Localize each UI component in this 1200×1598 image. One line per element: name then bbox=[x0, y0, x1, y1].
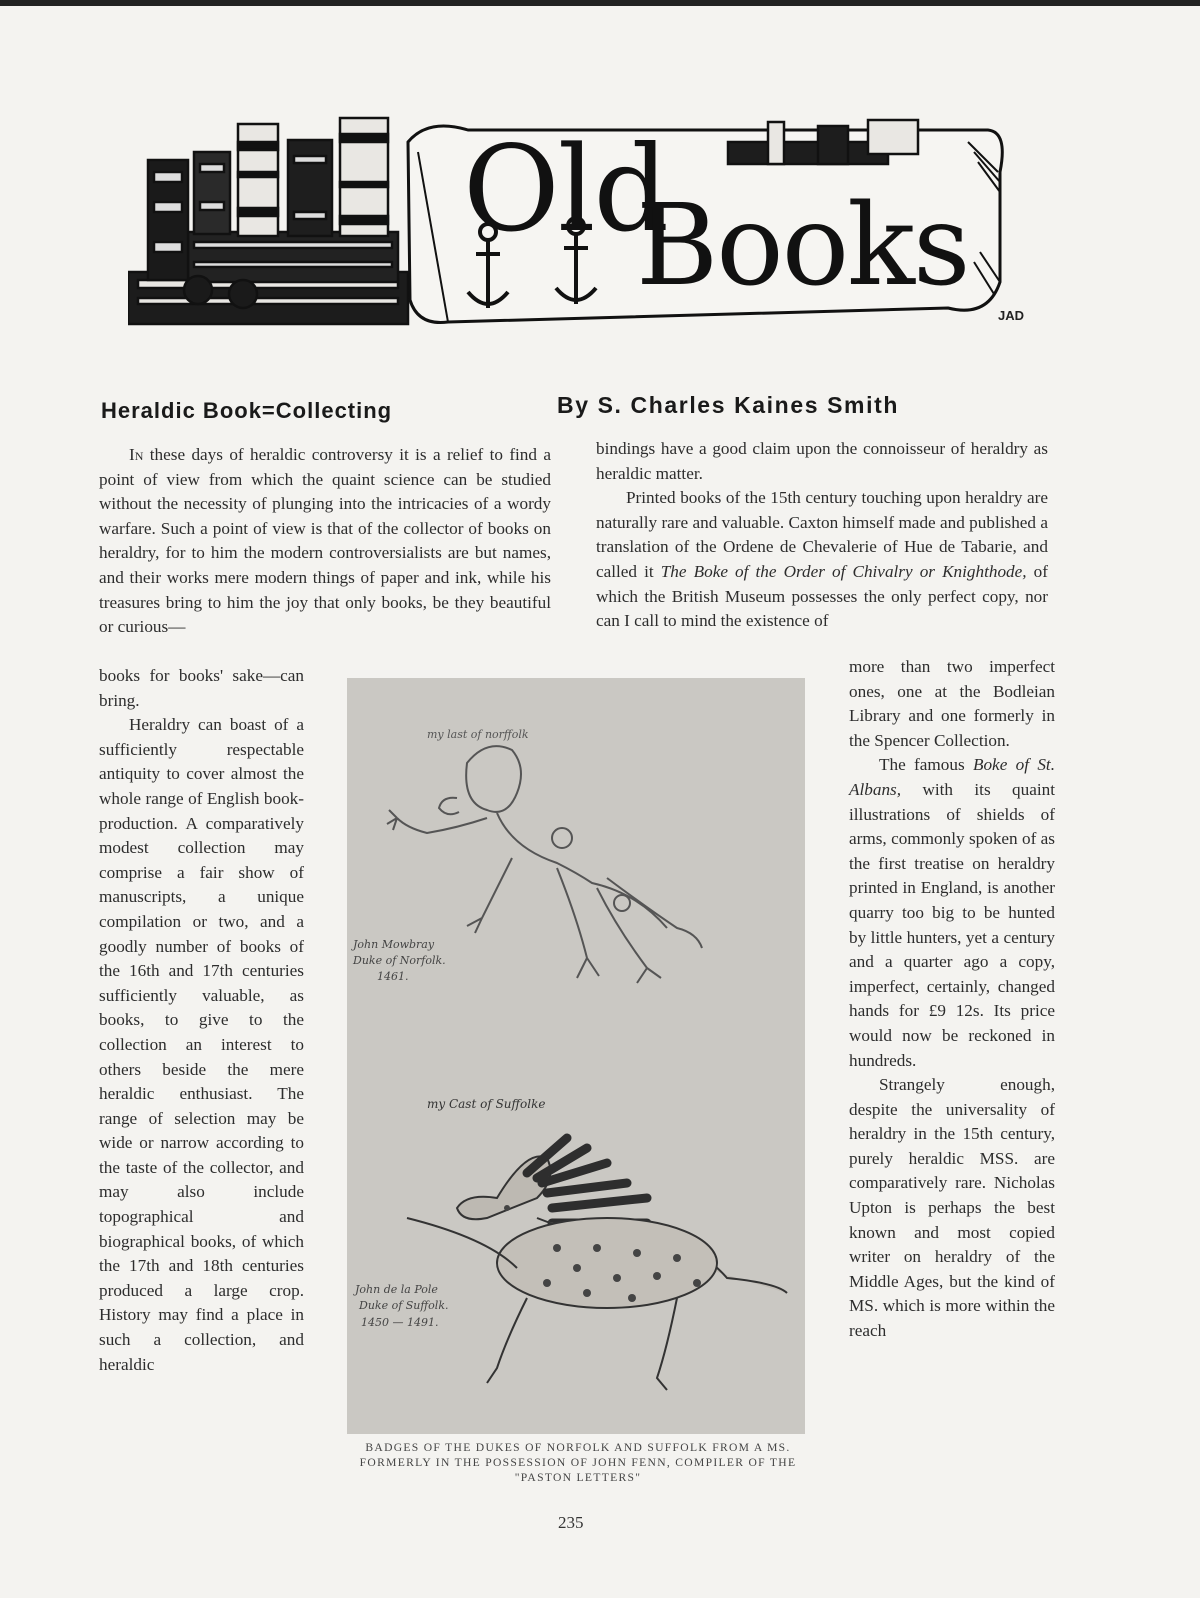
inscription-suffolk: my Cast of Suffolke bbox=[427, 1097, 546, 1111]
label-norfolk-line2: Duke of Norfolk. bbox=[353, 954, 446, 967]
badges-plate bbox=[347, 678, 805, 1434]
label-suffolk-line2: Duke of Suffolk. bbox=[359, 1299, 449, 1312]
paragraph-printed-books bbox=[596, 486, 1048, 634]
label-norfolk-line1: John Mowbray bbox=[353, 938, 435, 951]
top-rule bbox=[0, 0, 1200, 6]
column-right-top bbox=[596, 437, 1048, 634]
artist-signature: JAD bbox=[998, 308, 1025, 323]
paragraph-bindings: bindings have a good claim upon the connoisseur of heraldry as heraldic matter. bbox=[596, 439, 1048, 483]
banner-word-books: Books bbox=[636, 181, 969, 311]
paragraph-heraldry: Heraldry can boast of a sufficiently respectable antiquity to cover almost the whole range of English book-production. A comparatively modest collection may comprise a fair show of manuscripts, a unique compilation or two, and a goodly number of books of the 16th and 17th centuries sufficiently valuable, as books, to give to the collection an interest to others beside the mere heraldic enthusiast. The range of selection may be wide or narrow according to the taste of the collector, and may also include topographical and biographical books, of which the 17th and 18th centuries produced a large crop. History may find a place in such a collection, and heraldic bbox=[99, 715, 304, 1374]
st-albans-text: The famous bbox=[879, 755, 973, 775]
badges-illustration bbox=[347, 678, 805, 1434]
page-number: 235 bbox=[558, 1513, 584, 1532]
printed-books-text-2: of which the British Museum possesses the only perfect copy, nor can I call to mind the existence of bbox=[596, 561, 1048, 631]
drop-lead: In bbox=[129, 445, 144, 464]
paragraph-manuscripts: Strangely enough, despite the universality of heraldry in the 15th century, purely heraldic MSS. are comparatively rare. Nicholas Upton is perhaps the best known and most copied writer on heraldry of the Middle Ages, but the kind of MS. which is more within the reach bbox=[849, 1075, 1055, 1341]
article-byline: By S. Charles Kaines Smith bbox=[557, 392, 899, 418]
column-left-narrow bbox=[99, 664, 304, 1377]
label-suffolk-line3: 1450 — 1491. bbox=[361, 1316, 439, 1329]
column-right-narrow bbox=[849, 655, 1055, 1344]
old-books-banner bbox=[128, 112, 1025, 344]
paragraph-st-albans bbox=[849, 753, 1055, 1073]
plate-caption: BADGES OF THE DUKES OF NORFOLK AND SUFFOLK FROM A MS. FORMERLY IN THE POSSESSION OF JOHN FENN, COMPILER OF THE "PASTON LETTERS" bbox=[359, 1441, 797, 1484]
paragraph-imperfect: more than two imperfect ones, one at the Bodleian Library and one formerly in the Spencer Collection. bbox=[849, 657, 1055, 750]
intro-text: these days of heraldic controversy it is a relief to find a point of view from which the quaint science can be studied without the necessity of plunging into the intricacies of a wordy warfare. Such a point of view is that of the collector of books on heraldry, for to him the modern controversialists are but names, and their works mere modern things of paper and ink, while his treasures bring to him the joy that only books, be they beautiful or curious— bbox=[99, 445, 551, 637]
label-suffolk-line1: John de la Pole bbox=[355, 1283, 438, 1296]
article-title: Heraldic Book=Collecting bbox=[101, 398, 393, 423]
paragraph-intro bbox=[99, 443, 551, 640]
label-norfolk-line3: 1461. bbox=[377, 970, 409, 983]
st-albans-text-2: with its quaint illustrations of shields of arms, commonly spoken of as the first treatise on heraldry printed in England, is another quarry too big to be hunted by little hunters, yet a century and a quarter ago a copy, imperfect, certainly, changed hands for £9 12s. Its price would now be reckoned in hundreds. bbox=[849, 779, 1055, 1070]
printed-books-text: Printed books of the 15th century touching upon heraldry are naturally rare and valuable. Caxton himself made and published a translation of the Ordene de Chevalerie of Hue de Tabarie, and called it bbox=[596, 488, 1048, 581]
banner-word-old: Old bbox=[463, 120, 668, 258]
inscription-norfolk: my last of norffolk bbox=[427, 728, 529, 741]
column-left-top bbox=[99, 443, 551, 640]
caxton-title: The Boke of the Order of Chivalry or Knighthode, bbox=[660, 561, 1027, 581]
st-albans-title: Boke of St. Albans, bbox=[849, 755, 1055, 799]
paragraph-intro-end: books for books' sake—can bring. bbox=[99, 666, 304, 710]
